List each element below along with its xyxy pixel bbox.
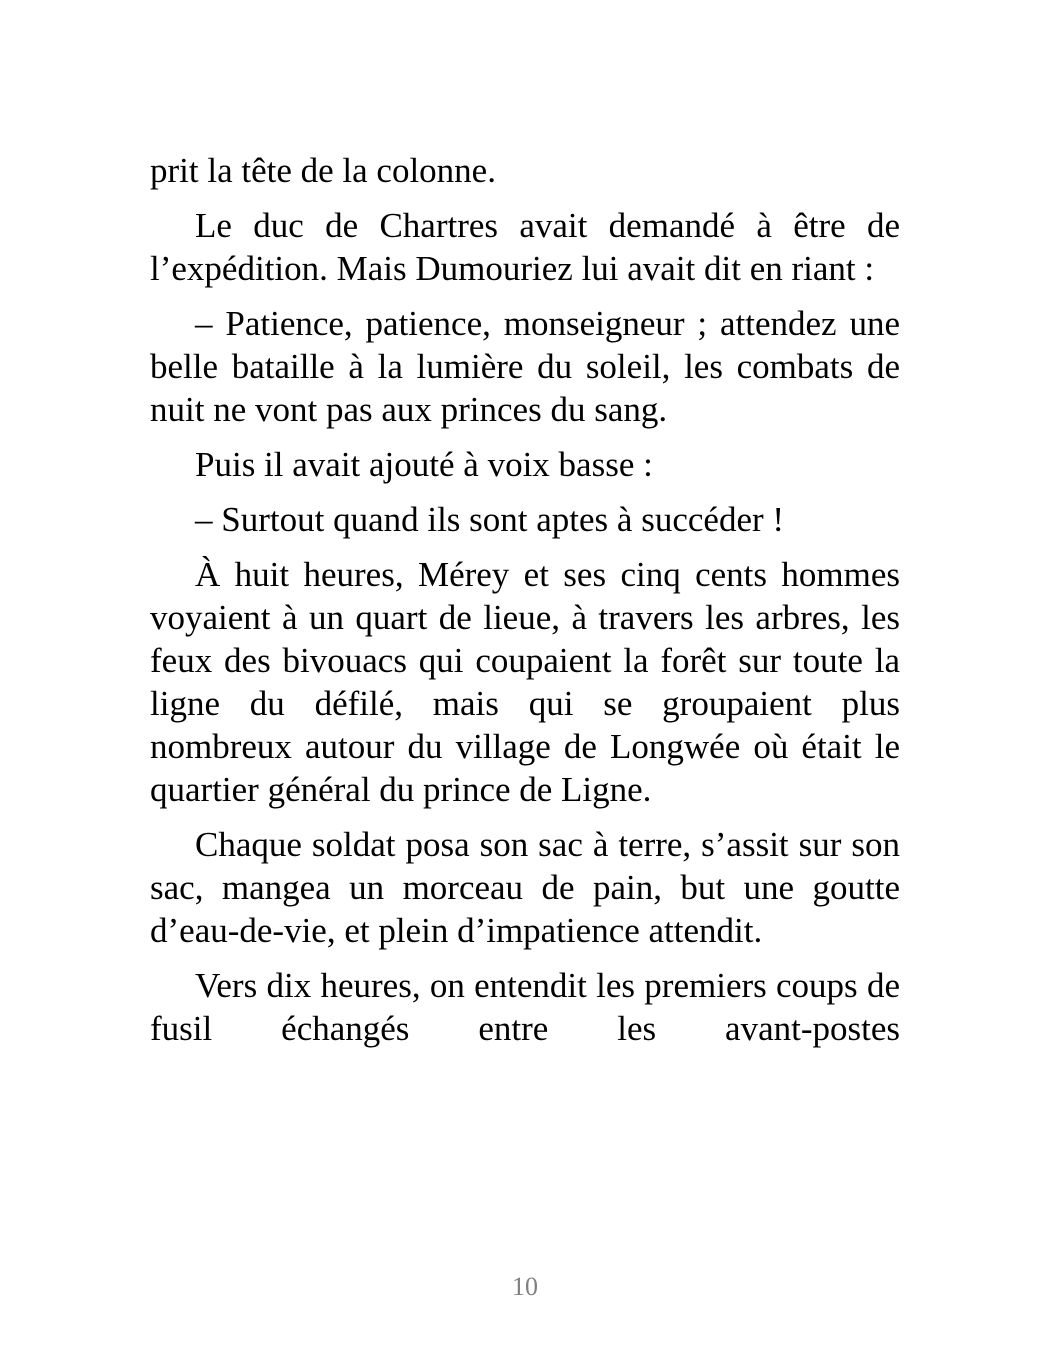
paragraph-2: Le duc de Chartres avait demandé à être de l’expédition. Mais Dumouriez lui avait dit en riant : — [150, 206, 900, 288]
paragraph-7: Chaque soldat posa son sac à terre, s’assit sur son sac, mangea un morceau de pain, but une goutte d’eau-de-vie, et plein d’impatience attendit. — [150, 825, 900, 950]
paragraph-1: prit la tête de la colonne. — [150, 151, 496, 190]
paragraph-6: À huit heures, Mérey et ses cinq cents hommes voyaient à un quart de lieue, à travers les arbres, les feux des bivouacs qui coupaient la forêt sur toute la ligne du défilé, mais qui se groupaient plus nombreux autour du village de Longwée où était le quartier général du prince de Ligne. — [150, 555, 900, 809]
page-body-text — [150, 149, 900, 1062]
page-number: 10 — [512, 1272, 538, 1301]
paragraph-5: – Surtout quand ils sont aptes à succéder ! — [195, 500, 785, 539]
paragraph-4: Puis il avait ajouté à voix basse : — [195, 445, 653, 484]
paragraph-3: – Patience, patience, monseigneur ; attendez une belle bataille à la lumière du soleil, les combats de nuit ne vont pas aux princes du sang. — [150, 304, 900, 429]
paragraph-8: Vers dix heures, on entendit les premiers coups de fusil échangés entre les avant-postes — [150, 966, 900, 1048]
